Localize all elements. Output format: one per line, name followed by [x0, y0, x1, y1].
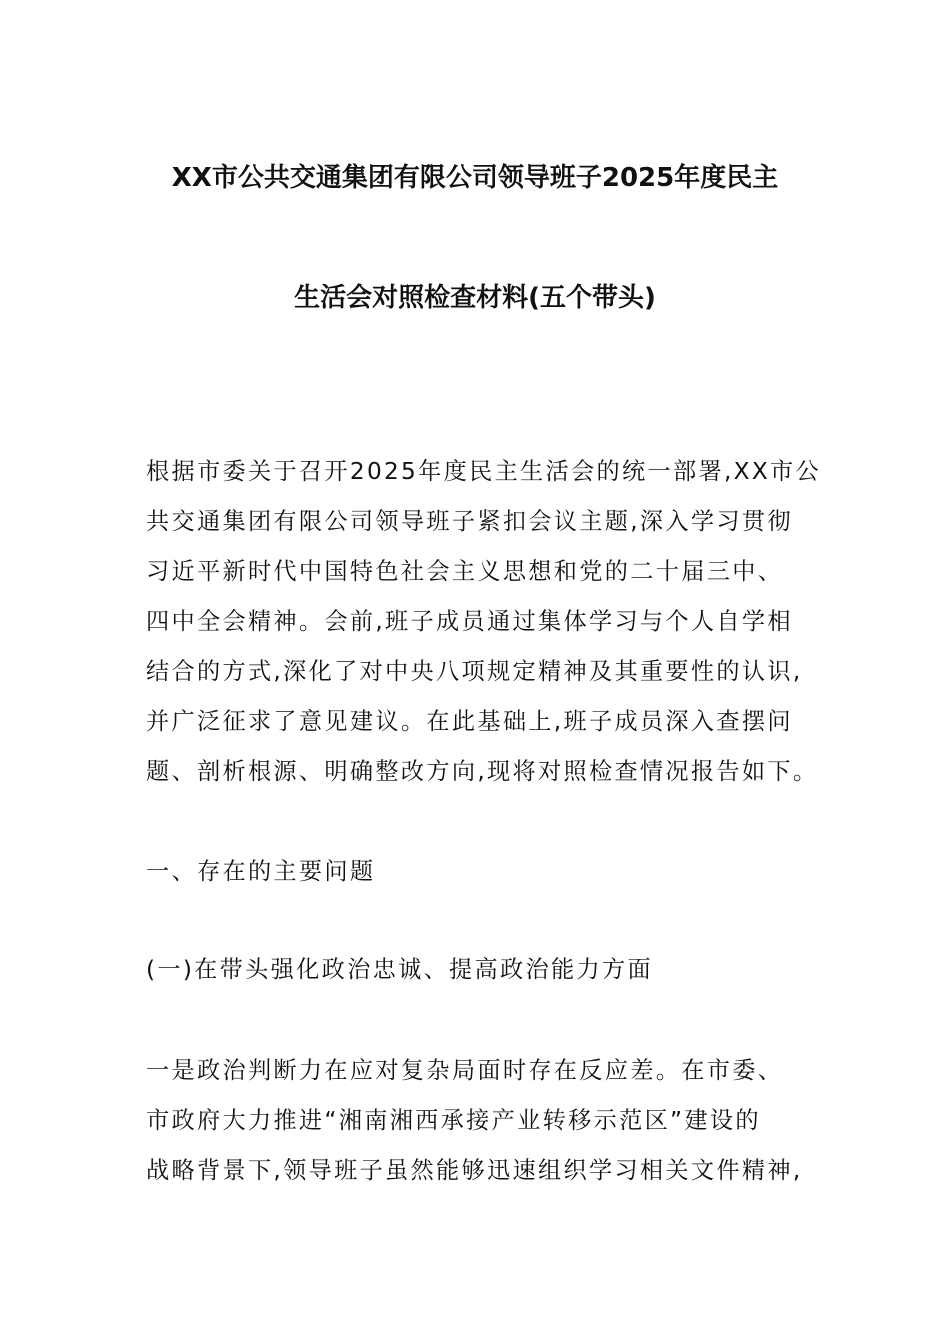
paragraph-line: 四中全会精神。会前,班子成员通过集体学习与个人自学相 [146, 608, 793, 635]
intro-paragraph [146, 457, 821, 807]
section-heading [146, 857, 806, 907]
section-heading-text: 一、存在的主要问题 [146, 858, 376, 885]
paragraph-line: 结合的方式,深化了对中央八项规定精神及其重要性的认识, [146, 658, 803, 685]
subsection-heading-text: (一)在带头强化政治忠诚、提高政治能力方面 [146, 956, 653, 983]
paragraph-line: 共交通集团有限公司领导班子紧扣会议主题,深入学习贯彻 [146, 508, 793, 535]
subsection-heading [146, 955, 806, 1005]
document-title-line-2: 生活会对照检查材料(五个带头) [294, 283, 656, 313]
paragraph-line: 战略背景下,领导班子虽然能够迅速组织学习相关文件精神, [146, 1157, 803, 1184]
paragraph-line: 市政府大力推进“湘南湘西承接产业转移示范区”建设的 [146, 1107, 761, 1134]
paragraph-line: 题、剖析根源、明确整改方向,现将对照检查情况报告如下。 [146, 758, 819, 785]
paragraph-line: 一是政治判断力在应对复杂局面时存在反应差。在市委、 [146, 1057, 784, 1084]
paragraph-line: 根据市委关于召开2025年度民主生活会的统一部署,XX市公 [146, 458, 821, 485]
body-paragraph [146, 1056, 806, 1206]
paragraph-line: 并广泛征求了意见建议。在此基础上,班子成员深入查摆问 [146, 708, 793, 735]
document-title-line-1: XX市公共交通集团有限公司领导班子2025年度民主 [171, 163, 779, 193]
paragraph-line: 习近平新时代中国特色社会主义思想和党的二十届三中、 [146, 558, 784, 585]
